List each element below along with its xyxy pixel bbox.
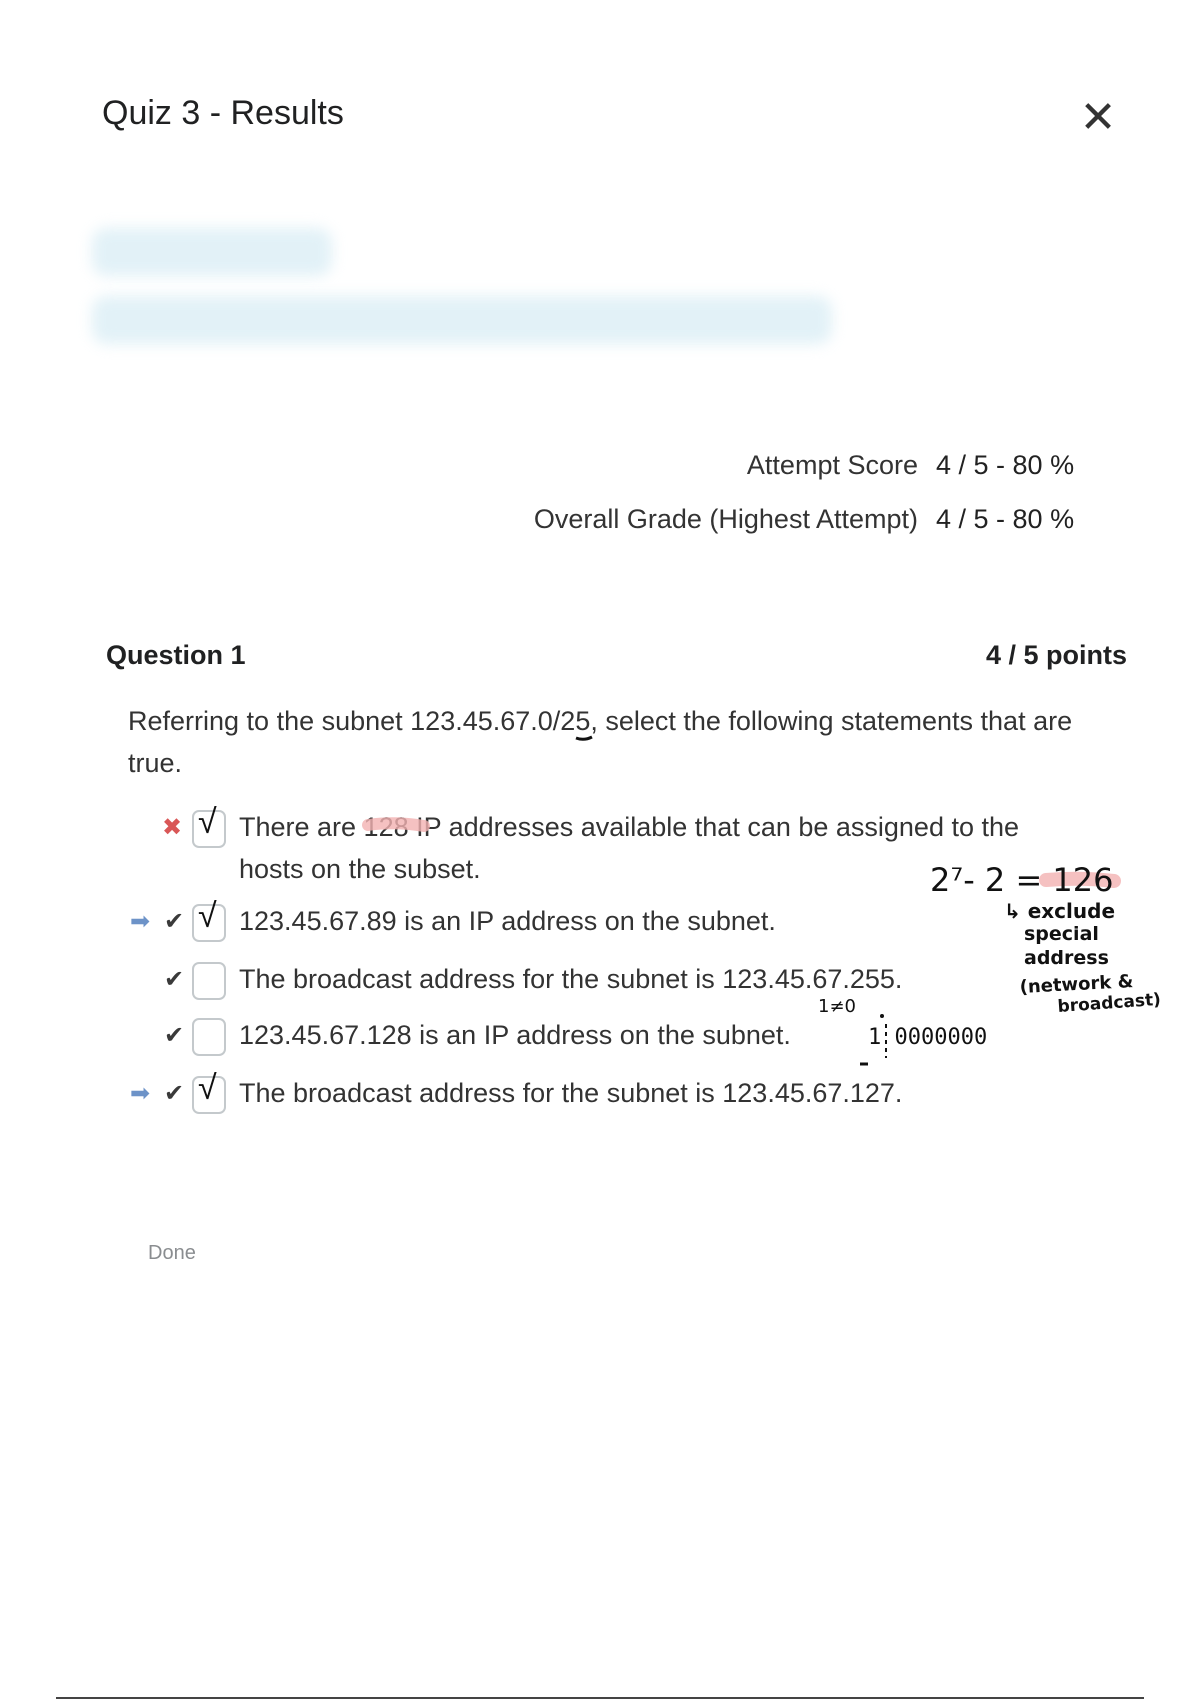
note-annotation: address bbox=[1024, 947, 1109, 969]
checkmark-icon: √ bbox=[198, 1069, 217, 1107]
score-label: Overall Grade (Highest Attempt) bbox=[533, 503, 918, 534]
answer-text: 123.45.67.89 is an IP address on the subnet. bbox=[239, 906, 776, 936]
close-icon: ✕ bbox=[1079, 93, 1117, 142]
score-label: Attempt Score bbox=[746, 449, 918, 480]
redacted-blur bbox=[92, 296, 832, 344]
correct-check-icon: ✔ bbox=[164, 1080, 185, 1107]
note-annotation: broadcast) bbox=[1056, 989, 1162, 1017]
binary-annotation: 1 0000000 bbox=[868, 1025, 988, 1050]
checkmark-icon: √ bbox=[198, 897, 217, 935]
question-title: Question 1 bbox=[106, 640, 246, 670]
overall-grade-row bbox=[534, 492, 1086, 546]
score-value: 4 / 5 - 80 % bbox=[936, 449, 1075, 480]
done-button[interactable]: Done bbox=[148, 1242, 196, 1264]
answer-option bbox=[128, 1069, 1068, 1116]
answer-text: 123.45.67.128 is an IP address on the subnet. bbox=[239, 1020, 791, 1050]
answer-checkbox[interactable] bbox=[192, 962, 226, 1000]
correct-check-icon: ✔ bbox=[164, 908, 185, 935]
answer-text: There are 128 IP addresses available that can be assigned to the hosts on the subset. bbox=[239, 812, 1020, 884]
page-title: Quiz 3 - Results bbox=[102, 94, 344, 132]
incorrect-x-icon: ✖ bbox=[162, 814, 183, 841]
question-text: Referring to the subnet 123.45.67.0/25, select the following statements that are true. bbox=[128, 706, 1073, 778]
question-header bbox=[106, 640, 1127, 671]
answer-checkbox[interactable] bbox=[192, 1018, 226, 1056]
note-annotation: special bbox=[1024, 923, 1099, 945]
answer-text: The broadcast address for the subnet is 123.45.67.127. bbox=[239, 1078, 903, 1108]
formula-annotation: 2⁷- 2 = 126 bbox=[930, 861, 1114, 899]
answer-option bbox=[128, 958, 1068, 1002]
bottom-rule bbox=[56, 1697, 1144, 1699]
answer-option bbox=[128, 803, 1068, 884]
answer-text: The broadcast address for the subnet is 123.45.67.255. bbox=[239, 964, 903, 994]
question-points: 4 / 5 points bbox=[985, 640, 1127, 670]
answer-option bbox=[128, 1014, 1068, 1058]
correct-answer-arrow-icon: ➡ bbox=[130, 908, 151, 935]
score-value: 4 / 5 - 80 % bbox=[936, 503, 1075, 534]
neq-annotation: 1≠0 bbox=[818, 996, 856, 1017]
correct-check-icon: ✔ bbox=[164, 1022, 185, 1049]
answer-option bbox=[128, 897, 1068, 944]
checkmark-icon: √ bbox=[198, 803, 217, 841]
attempt-score-row bbox=[534, 438, 1086, 492]
correct-answer-arrow-icon: ➡ bbox=[130, 1080, 151, 1107]
note-annotation: (network & bbox=[1019, 971, 1134, 998]
score-table bbox=[534, 438, 1086, 546]
note-annotation: ↳ exclude bbox=[1004, 899, 1116, 923]
redacted-blur bbox=[92, 228, 332, 276]
correct-check-icon: ✔ bbox=[164, 966, 185, 993]
close-button[interactable] bbox=[1078, 93, 1118, 142]
